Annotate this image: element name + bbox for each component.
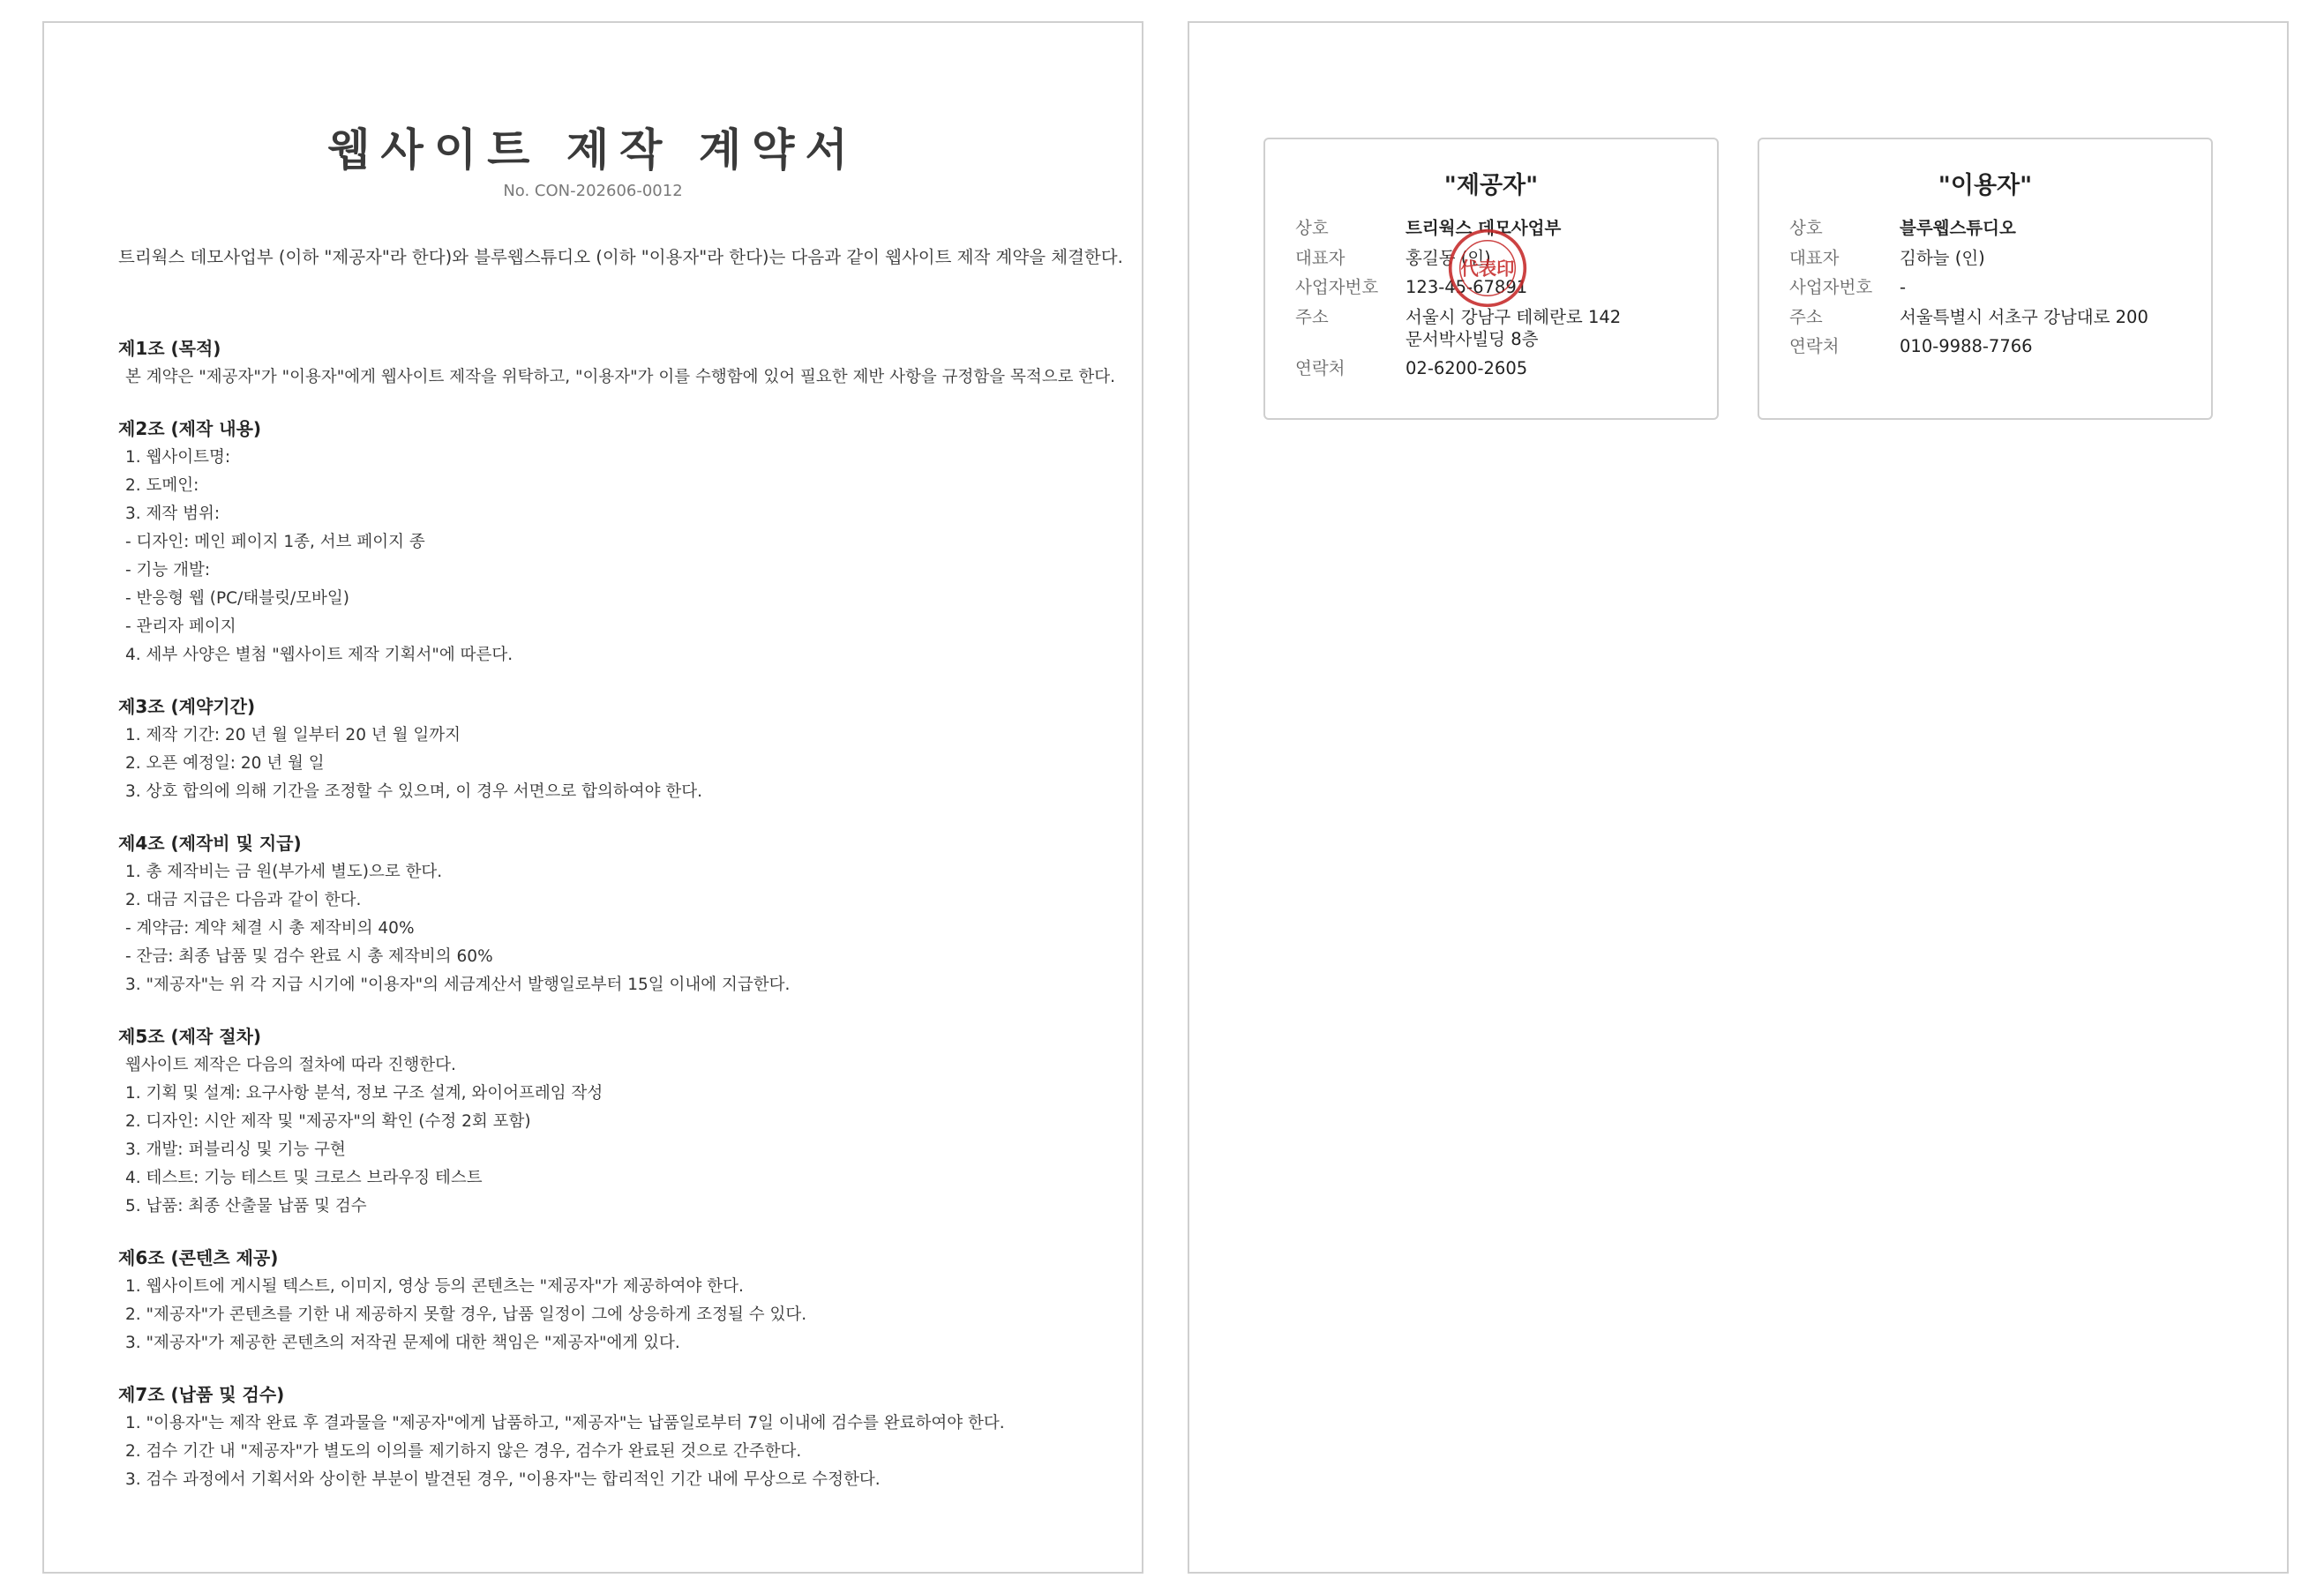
article-line: 웹사이트 제작은 다음의 절차에 따라 진행한다. xyxy=(125,1056,456,1074)
user-contact: 010-9988-7766 xyxy=(1900,336,2033,356)
article-title: 제7조 (납품 및 검수) xyxy=(118,1384,285,1405)
article-line: 1. 웹사이트에 게시될 텍스트, 이미지, 영상 등의 콘텐츠는 "제공자"가 제공하여야 한다. xyxy=(125,1277,744,1296)
article-line: 3. "제공자"는 위 각 지급 시기에 "이용자"의 세금계산서 발행일로부터 15일 이내에 지급한다. xyxy=(125,976,791,994)
article-3 xyxy=(118,692,1106,806)
article-line: - 기능 개발: xyxy=(125,561,211,580)
user-representative-row xyxy=(1789,247,2195,269)
contract-intro: 트리웍스 데모사업부 (이하 "제공자"라 한다)와 블루웹스튜디오 (이하 "이용자"라 한다)는 다음과 같이 웹사이트 제작 계약을 체결한다. xyxy=(118,247,1123,267)
contract-title: 웹사이트 제작 계약서 xyxy=(327,124,858,176)
contact-label: 연락처 xyxy=(1295,358,1346,378)
supplier-company: 트리웍스 데모사업부 xyxy=(1406,218,1562,238)
article-7 xyxy=(118,1380,1106,1494)
supplier-info-box xyxy=(1263,138,1719,420)
article-line: - 잔금: 최종 납품 및 검수 완료 시 총 제작비의 60% xyxy=(125,947,493,966)
user-address-row xyxy=(1789,306,2195,328)
user-company-row xyxy=(1789,217,2195,239)
company-label: 상호 xyxy=(1295,218,1329,238)
user-bizno-row xyxy=(1789,276,2195,298)
contract-page-2 xyxy=(1188,21,2289,1574)
article-line: 2. 검수 기간 내 "제공자"가 별도의 이의를 제기하지 않은 경우, 검수가 완료된 것으로 간주한다. xyxy=(125,1442,802,1461)
article-5 xyxy=(118,1021,1106,1221)
article-line: 3. 개발: 퍼블리싱 및 기능 구현 xyxy=(125,1141,346,1159)
user-heading: "이용자" xyxy=(1938,172,2033,199)
article-line: - 반응형 웹 (PC/태블릿/모바일) xyxy=(125,589,350,608)
supplier-heading: "제공자" xyxy=(1443,172,1539,199)
article-line: - 관리자 페이지 xyxy=(125,617,236,636)
supplier-contact-row xyxy=(1295,357,1701,379)
bizno-label: 사업자번호 xyxy=(1789,277,1873,297)
article-line: 2. 디자인: 시안 제작 및 "제공자"의 확인 (수정 2회 포함) xyxy=(125,1112,531,1131)
article-line: 2. 대금 지급은 다음과 같이 한다. xyxy=(125,891,362,909)
supplier-bizno-row xyxy=(1295,276,1701,298)
article-2 xyxy=(118,414,1106,669)
article-line: 1. 기획 및 설계: 요구사항 분석, 정보 구조 설계, 와이어프레임 작성 xyxy=(125,1084,603,1103)
article-line: 본 계약은 "제공자"가 "이용자"에게 웹사이트 제작을 위탁하고, "이용자"가 이를 수행함에 있어 필요한 제반 사항을 규정함을 목적으로 한다. xyxy=(125,368,1115,386)
article-line: 3. 제작 범위: xyxy=(125,505,221,523)
seal-text: 代表印 xyxy=(1460,258,1515,280)
representative-label: 대표자 xyxy=(1789,247,1840,268)
supplier-address-row xyxy=(1295,306,1701,350)
user-bizno: - xyxy=(1900,277,1907,297)
supplier-address xyxy=(1406,306,1621,350)
article-line: 3. 검수 과정에서 기획서와 상이한 부분이 발견된 경우, "이용자"는 합리적인 기간 내에 무상으로 수정한다. xyxy=(125,1470,881,1489)
article-line: 5. 납품: 최종 산출물 납품 및 검수 xyxy=(125,1197,367,1215)
article-line: 3. "제공자"가 제공한 콘텐츠의 저작권 문제에 대한 책임은 "제공자"에게 있다. xyxy=(125,1334,680,1352)
article-line: 1. "이용자"는 제작 완료 후 결과물을 "제공자"에게 납품하고, "제공자"는 납품일로부터 7일 이내에 검수를 완료하여야 한다. xyxy=(125,1414,1005,1432)
article-line: 2. 오픈 예정일: 20 년 월 일 xyxy=(125,754,325,773)
article-title: 제6조 (콘텐츠 제공) xyxy=(118,1247,279,1268)
article-line: - 계약금: 계약 체결 시 총 제작비의 40% xyxy=(125,919,415,938)
article-line: 2. 도메인: xyxy=(125,476,199,495)
address-label: 주소 xyxy=(1789,306,1823,327)
bizno-label: 사업자번호 xyxy=(1295,277,1379,297)
article-line: 2. "제공자"가 콘텐츠를 기한 내 제공하지 못할 경우, 납품 일정이 그에 상응하게 조정될 수 있다. xyxy=(125,1305,807,1324)
supplier-representative: 홍길동 (인) xyxy=(1406,247,1491,268)
article-title: 제5조 (제작 절차) xyxy=(118,1026,262,1047)
representative-label: 대표자 xyxy=(1295,247,1346,268)
article-line: 4. 세부 사양은 별첨 "웹사이트 제작 기획서"에 따른다. xyxy=(125,646,514,664)
user-representative: 김하늘 (인) xyxy=(1900,247,1985,268)
contract-page-1 xyxy=(42,21,1143,1574)
supplier-address-line1: 서울시 강남구 테헤란로 142 xyxy=(1406,306,1622,327)
article-line: - 디자인: 메인 페이지 1종, 서브 페이지 종 xyxy=(125,533,425,551)
article-title: 제2조 (제작 내용) xyxy=(118,418,262,439)
user-address: 서울특별시 서초구 강남대로 200 xyxy=(1900,306,2148,327)
user-info-box xyxy=(1758,138,2213,420)
article-line: 3. 상호 합의에 의해 기간을 조정할 수 있으며, 이 경우 서면으로 합의하여야 한다. xyxy=(125,782,702,801)
article-title: 제3조 (계약기간) xyxy=(118,696,256,717)
article-line: 1. 제작 기간: 20 년 월 일부터 20 년 월 일까지 xyxy=(125,726,461,744)
article-4 xyxy=(118,828,1106,999)
company-label: 상호 xyxy=(1789,218,1823,238)
article-title: 제1조 (목적) xyxy=(118,338,221,359)
supplier-contact: 02-6200-2605 xyxy=(1406,358,1528,378)
user-company: 블루웹스튜디오 xyxy=(1900,218,2016,238)
article-line: 1. 총 제작비는 금 원(부가세 별도)으로 한다. xyxy=(125,863,443,881)
article-line: 1. 웹사이트명: xyxy=(125,448,231,467)
user-rows xyxy=(1789,217,2195,365)
article-1 xyxy=(118,333,1115,392)
supplier-representative-row xyxy=(1295,247,1701,269)
contract-number: No. CON-202606-0012 xyxy=(503,182,683,200)
articles xyxy=(118,333,1115,1516)
address-label: 주소 xyxy=(1295,306,1329,327)
supplier-address-line2: 문서박사빌딩 8층 xyxy=(1406,328,1539,349)
supplier-rows xyxy=(1295,217,1701,387)
supplier-company-row xyxy=(1295,217,1701,239)
article-6 xyxy=(118,1243,1106,1357)
article-title: 제4조 (제작비 및 지급) xyxy=(118,833,302,854)
article-line: 4. 테스트: 기능 테스트 및 크로스 브라우징 테스트 xyxy=(125,1169,483,1187)
supplier-bizno: 123-45-67891 xyxy=(1406,277,1528,297)
contact-label: 연락처 xyxy=(1789,336,1840,356)
user-contact-row xyxy=(1789,335,2195,357)
